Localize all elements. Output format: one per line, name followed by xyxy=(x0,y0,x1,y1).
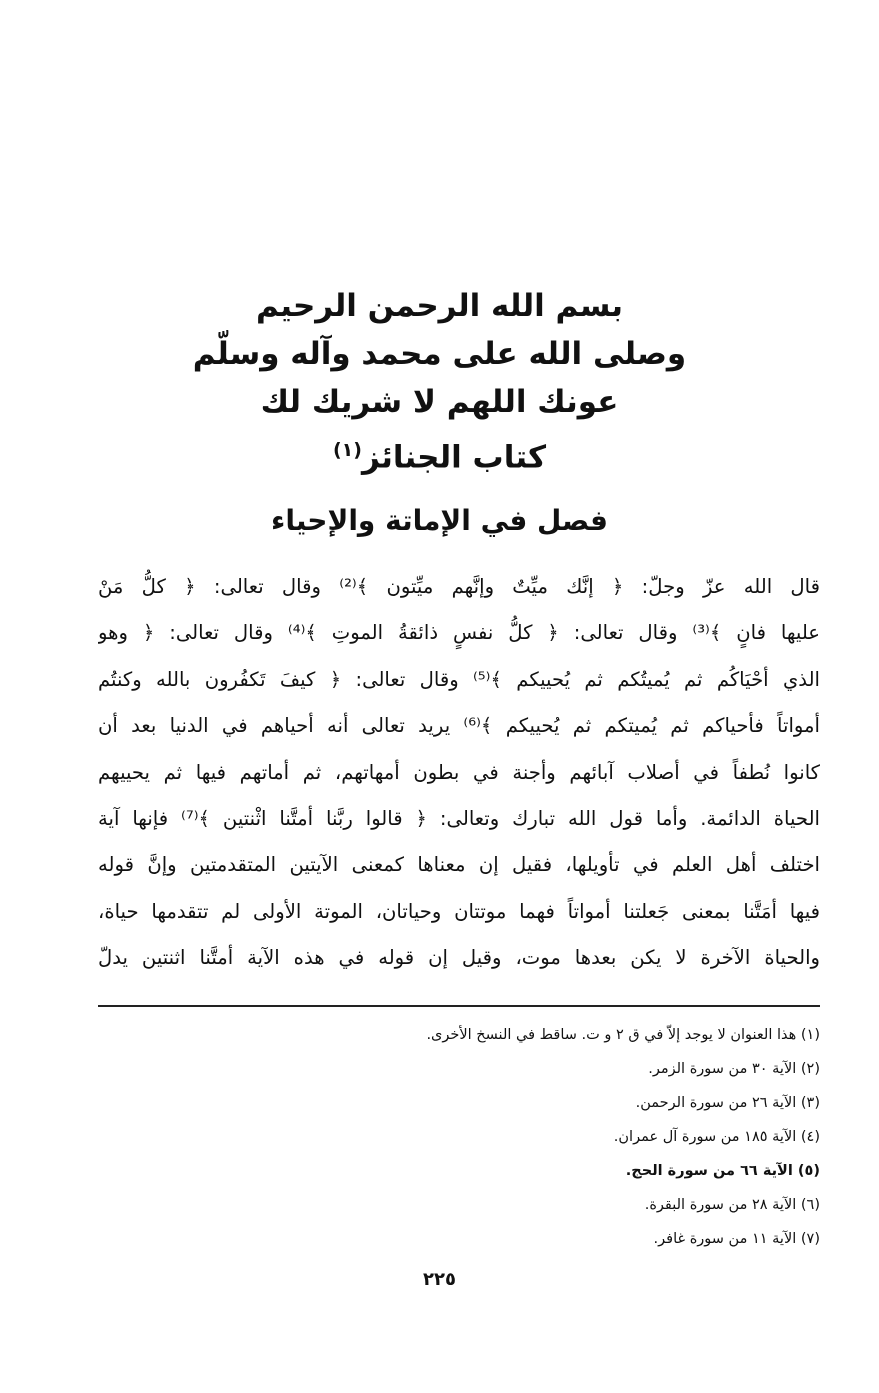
basmala-line: بسم الله الرحمن الرحيم xyxy=(255,288,624,324)
footnote: (٦) الآية ٢٨ من سورة البقرة. xyxy=(644,1197,820,1213)
main-text xyxy=(98,564,820,982)
text-line: اختلف أهل العلم في تأويلها، فقيل إن معناها كمعنى الآيتين المتقدمتين وإنَّ قوله xyxy=(98,853,820,877)
text-line: والحياة الآخرة لا يكن بعدها موت، وقيل إن قوله في هذه الآية أمتَّنا اثنتين يدلّ xyxy=(98,946,820,970)
text-line: عليها فانٍ ﴾⁽³⁾ وقال تعالى: ﴿ كلُّ نفسٍ ذائقةُ الموتِ ﴾⁽⁴⁾ وقال تعالى: ﴿ وهو xyxy=(98,621,820,645)
footnote: (١) هذا العنوان لا يوجد إلاّ في ق ٢ و ت. ساقط في النسخ الأخرى. xyxy=(426,1027,820,1043)
footnote: (٢) الآية ٣٠ من سورة الزمر. xyxy=(648,1061,820,1077)
footnote-separator xyxy=(98,1005,820,1007)
text-line: قال الله عزّ وجلّ: ﴿ إنَّك ميِّتٌ وإنَّهم ميِّتون ﴾⁽²⁾ وقال تعالى: ﴿ كلُّ مَنْ xyxy=(98,575,820,598)
footnote: (٧) الآية ١١ من سورة غافر. xyxy=(653,1231,820,1247)
salawat-line: وصلى الله على محمد وآله وسلّم xyxy=(192,336,687,372)
book-title xyxy=(0,426,879,481)
section-title: فصل في الإماتة والإحياء xyxy=(271,504,608,537)
footnote: (٥) الآية ٦٦ من سورة الحج. xyxy=(625,1163,820,1179)
opening-invocation xyxy=(0,282,879,481)
footnote: (٣) الآية ٢٦ من سورة الرحمن. xyxy=(635,1095,820,1111)
footnote: (٤) الآية ١٨٥ من سورة آل عمران. xyxy=(613,1129,820,1145)
text-line: كانوا نُطفاً في أصلاب آبائهم وأجنة في بطون أمهاتهم، ثم أماتهم فيها ثم يحييهم xyxy=(98,760,820,784)
supplication-line: عونك اللهم لا شريك لك xyxy=(260,384,619,420)
footnotes xyxy=(98,1018,820,1256)
text-line: الحياة الدائمة. وأما قول الله تبارك وتعالى: ﴿ قالوا ربَّنا أمتَّنا اثْنتين ﴾⁽⁷⁾ فإنها آية xyxy=(98,806,820,830)
text-line: أمواتاً فأحياكم ثم يُميتكم ثم يُحييكم ﴾⁽⁶⁾ يريد تعالى أنه أحياهم في الدنيا بعد أن xyxy=(98,714,820,738)
book-title-footnote-marker: (١) xyxy=(332,439,362,461)
book-title-text: كتاب الجنائز xyxy=(361,439,547,476)
text-line: فيها أمَتَّنا بمعنى جَعلتنا أمواتاً فهما موتتان وحياتان، الموتة الأولى لم تتقدمها حياة، xyxy=(98,899,820,923)
page-number: ٢٢٥ xyxy=(423,1269,456,1290)
text-line: الذي أحْيَاكُم ثم يُميتُكم ثم يُحييكم ﴾⁽⁵⁾ وقال تعالى: ﴿ كيفَ تَكفُرون بالله وكنتُم xyxy=(98,667,820,691)
